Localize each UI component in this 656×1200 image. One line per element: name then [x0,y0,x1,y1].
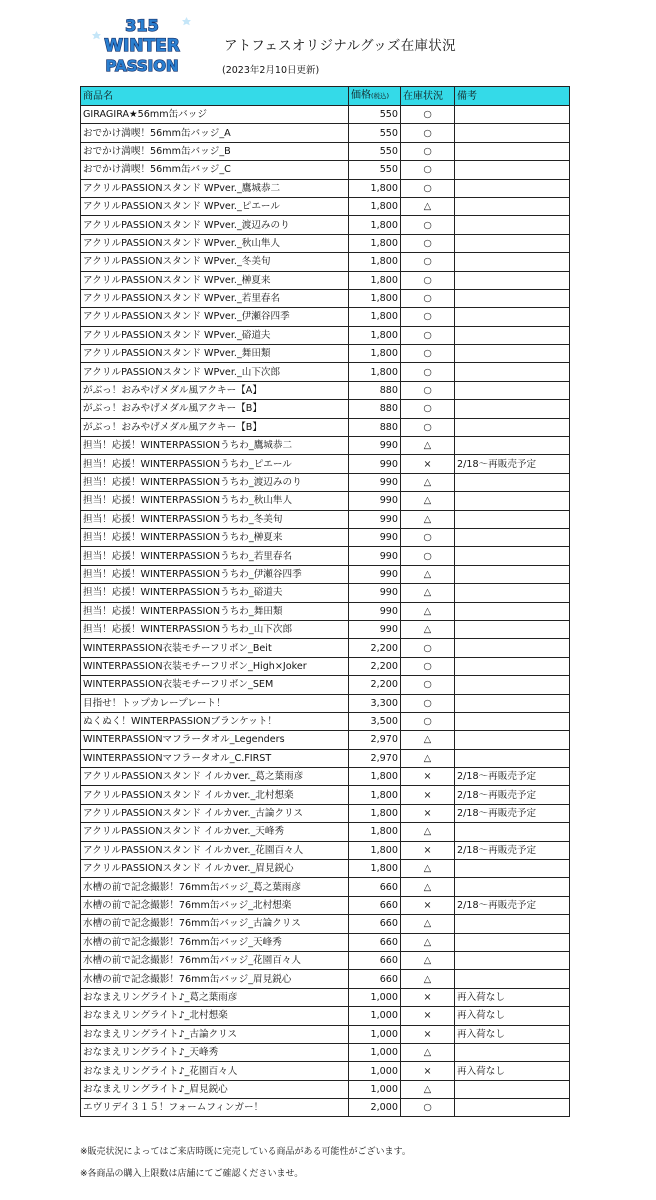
cell-note: 再入荷なし [455,988,570,1006]
cell-stock-status: × [401,988,455,1006]
cell-stock-status: ○ [401,694,455,712]
cell-product-name: アクリルPASSIONスタンド イルカver._葛之葉雨彦 [81,768,349,786]
cell-note [455,528,570,546]
cell-note [455,639,570,657]
cell-product-name: アクリルPASSIONスタンド イルカver._天峰秀 [81,823,349,841]
cell-note [455,492,570,510]
cell-stock-status: △ [401,602,455,620]
cell-price: 1,800 [349,234,401,252]
cell-price: 990 [349,510,401,528]
cell-stock-status: ○ [401,528,455,546]
cell-note [455,510,570,528]
table-row [81,970,570,988]
cell-price: 1,800 [349,841,401,859]
cell-note [455,602,570,620]
cell-price: 1,800 [349,804,401,822]
table-row [81,142,570,160]
table-row [81,326,570,344]
cell-product-name: おでかけ満喫！56mm缶バッジ_A [81,124,349,142]
cell-product-name: WINTERPASSIONマフラータオル_C.FIRST [81,749,349,767]
cell-price: 1,800 [349,345,401,363]
cell-price: 880 [349,381,401,399]
cell-stock-status: × [401,804,455,822]
table-row [81,455,570,473]
table-row [81,1080,570,1098]
footnote-purchase-limit: ※各商品の購入上限数は店舗にてご確認くださいませ。 [80,1169,304,1179]
cell-price: 990 [349,528,401,546]
cell-note: 2/18～再販売予定 [455,455,570,473]
table-row [81,1025,570,1043]
footnote-sellout: ※販売状況によってはご来店時既に完売している商品がある可能性がございます。 [80,1147,411,1157]
cell-product-name: アクリルPASSIONスタンド イルカver._花園百々人 [81,841,349,859]
cell-price: 880 [349,418,401,436]
cell-product-name: おなまえリングライト♪_古論クリス [81,1025,349,1043]
cell-note: 再入荷なし [455,1025,570,1043]
cell-stock-status: ○ [401,106,455,124]
cell-price: 1,000 [349,1043,401,1061]
cell-note [455,179,570,197]
cell-price: 990 [349,492,401,510]
table-row [81,1099,570,1117]
table-row [81,988,570,1006]
cell-price: 990 [349,455,401,473]
cell-note [455,234,570,252]
table-row [81,528,570,546]
cell-stock-status: × [401,1025,455,1043]
cell-note [455,197,570,215]
table-row [81,418,570,436]
cell-stock-status: ○ [401,142,455,160]
cell-note [455,1099,570,1117]
cell-price: 2,000 [349,1099,401,1117]
cell-note [455,676,570,694]
table-row [81,712,570,730]
cell-price: 1,800 [349,216,401,234]
table-row [81,345,570,363]
table-row [81,786,570,804]
cell-note [455,878,570,896]
cell-price: 1,000 [349,1080,401,1098]
cell-stock-status: △ [401,951,455,969]
cell-price: 3,300 [349,694,401,712]
logo-line-winter: WINTER [104,36,180,56]
cell-price: 1,000 [349,1025,401,1043]
cell-price: 990 [349,584,401,602]
table-row [81,915,570,933]
cell-note: 2/18～再販売予定 [455,841,570,859]
table-row [81,565,570,583]
cell-product-name: 水槽の前で記念撮影！76mm缶バッジ_眉見鋭心 [81,970,349,988]
table-row [81,933,570,951]
cell-note [455,1080,570,1098]
cell-product-name: 水槽の前で記念撮影！76mm缶バッジ_葛之葉雨彦 [81,878,349,896]
cell-stock-status: ○ [401,216,455,234]
cell-note [455,657,570,675]
cell-product-name: WINTERPASSIONマフラータオル_Legenders [81,731,349,749]
table-row [81,731,570,749]
cell-note [455,565,570,583]
cell-product-name: 担当！応援！WINTERPASSIONうちわ_伊瀬谷四季 [81,565,349,583]
stock-table [80,86,570,1117]
table-row [81,216,570,234]
cell-stock-status: ○ [401,161,455,179]
cell-stock-status: ○ [401,289,455,307]
cell-price: 1,800 [349,768,401,786]
cell-price: 1,800 [349,179,401,197]
table-row [81,308,570,326]
cell-product-name: 担当！応援！WINTERPASSIONうちわ_若里春名 [81,547,349,565]
column-header-price-label: 価格 [351,90,371,101]
table-row [81,951,570,969]
cell-stock-status: × [401,841,455,859]
cell-price: 990 [349,437,401,455]
cell-product-name: 担当！応援！WINTERPASSIONうちわ_秋山隼人 [81,492,349,510]
cell-product-name: 担当！応援！WINTERPASSIONうちわ_鷹城恭二 [81,437,349,455]
cell-note [455,161,570,179]
cell-stock-status: ○ [401,400,455,418]
cell-product-name: 担当！応援！WINTERPASSIONうちわ_硲道夫 [81,584,349,602]
cell-stock-status: △ [401,197,455,215]
cell-price: 1,800 [349,253,401,271]
cell-stock-status: △ [401,731,455,749]
cell-note: 再入荷なし [455,1007,570,1025]
cell-product-name: GIRAGIRA★56mm缶バッジ [81,106,349,124]
cell-price: 660 [349,878,401,896]
cell-stock-status: △ [401,492,455,510]
cell-note [455,731,570,749]
cell-stock-status: ○ [401,124,455,142]
cell-stock-status: △ [401,473,455,491]
cell-price: 1,000 [349,1062,401,1080]
table-row [81,639,570,657]
cell-note [455,1043,570,1061]
cell-note [455,473,570,491]
table-row [81,768,570,786]
cell-price: 550 [349,106,401,124]
cell-product-name: アクリルPASSIONスタンド WPver._榊夏来 [81,271,349,289]
cell-stock-status: △ [401,878,455,896]
cell-product-name: アクリルPASSIONスタンド WPver._若里春名 [81,289,349,307]
column-header-name: 商品名 [81,87,349,106]
cell-product-name: アクリルPASSIONスタンド WPver._鷹城恭二 [81,179,349,197]
cell-note [455,142,570,160]
table-row [81,179,570,197]
cell-product-name: 担当！応援！WINTERPASSIONうちわ_渡辺みのり [81,473,349,491]
cell-stock-status: △ [401,565,455,583]
cell-note [455,400,570,418]
cell-price: 1,800 [349,197,401,215]
table-row [81,694,570,712]
cell-product-name: おなまえリングライト♪_花園百々人 [81,1062,349,1080]
cell-price: 990 [349,547,401,565]
cell-product-name: 水槽の前で記念撮影！76mm缶バッジ_北村想楽 [81,896,349,914]
cell-product-name: アクリルPASSIONスタンド イルカver._北村想楽 [81,786,349,804]
cell-product-name: 水槽の前で記念撮影！76mm缶バッジ_古論クリス [81,915,349,933]
cell-stock-status: △ [401,1080,455,1098]
cell-product-name: アクリルPASSIONスタンド イルカver._眉見鋭心 [81,860,349,878]
cell-stock-status: △ [401,1043,455,1061]
cell-stock-status: △ [401,823,455,841]
cell-note [455,823,570,841]
cell-note [455,437,570,455]
cell-stock-status: ○ [401,712,455,730]
cell-stock-status: ○ [401,326,455,344]
cell-note [455,620,570,638]
cell-product-name: アクリルPASSIONスタンド WPver._秋山隼人 [81,234,349,252]
table-row [81,657,570,675]
column-header-stock: 在庫状況 [401,87,455,106]
cell-note [455,860,570,878]
cell-stock-status: ○ [401,234,455,252]
table-row [81,400,570,418]
cell-stock-status: ○ [401,308,455,326]
cell-price: 660 [349,951,401,969]
logo-line-passion: PASSION [105,57,179,75]
cell-product-name: アクリルPASSIONスタンド WPver._硲道夫 [81,326,349,344]
cell-note [455,363,570,381]
snowflake-right-icon [182,17,191,25]
cell-price: 1,800 [349,326,401,344]
cell-product-name: 担当！応援！WINTERPASSIONうちわ_ピエール [81,455,349,473]
cell-product-name: アクリルPASSIONスタンド WPver._舞田類 [81,345,349,363]
cell-note [455,253,570,271]
cell-product-name: アクリルPASSIONスタンド WPver._ピエール [81,197,349,215]
table-row [81,860,570,878]
cell-price: 990 [349,602,401,620]
page-title: アトフェスオリジナルグッズ在庫状況 [224,38,456,54]
cell-stock-status: ○ [401,657,455,675]
cell-stock-status: △ [401,970,455,988]
cell-product-name: おなまえリングライト♪_天峰秀 [81,1043,349,1061]
cell-product-name: WINTERPASSION衣装モチーフリボン_SEM [81,676,349,694]
cell-product-name: 水槽の前で記念撮影！76mm缶バッジ_天峰秀 [81,933,349,951]
cell-product-name: 担当！応援！WINTERPASSIONうちわ_榊夏来 [81,528,349,546]
table-row [81,841,570,859]
cell-product-name: がぶっ！おみやげメダル風アクキー【B】 [81,418,349,436]
table-row [81,161,570,179]
table-header-row [81,87,570,106]
cell-note: 2/18～再販売予定 [455,896,570,914]
cell-price: 990 [349,565,401,583]
cell-product-name: 水槽の前で記念撮影！76mm缶バッジ_花園百々人 [81,951,349,969]
column-header-price-tax: (税込) [371,92,390,100]
cell-note [455,381,570,399]
cell-note [455,584,570,602]
table-row [81,234,570,252]
cell-stock-status: ○ [401,418,455,436]
winter-passion-logo [86,14,198,76]
cell-product-name: おなまえリングライト♪_眉見鋭心 [81,1080,349,1098]
cell-stock-status: ○ [401,639,455,657]
table-row [81,1062,570,1080]
column-header-price [349,87,401,106]
cell-note [455,271,570,289]
cell-stock-status: ○ [401,676,455,694]
table-row [81,437,570,455]
cell-stock-status: ○ [401,547,455,565]
cell-product-name: エヴリデイ３１５！フォームフィンガー！ [81,1099,349,1117]
cell-stock-status: △ [401,510,455,528]
column-header-note: 備考 [455,87,570,106]
cell-product-name: アクリルPASSIONスタンド WPver._冬美旬 [81,253,349,271]
cell-note [455,712,570,730]
cell-price: 1,800 [349,289,401,307]
cell-stock-status: ○ [401,253,455,271]
cell-stock-status: △ [401,749,455,767]
cell-product-name: WINTERPASSION衣装モチーフリボン_High×Joker [81,657,349,675]
cell-stock-status: × [401,768,455,786]
cell-price: 1,800 [349,363,401,381]
cell-note [455,915,570,933]
cell-note [455,308,570,326]
cell-stock-status: ○ [401,345,455,363]
cell-stock-status: △ [401,860,455,878]
table-row [81,253,570,271]
cell-note [455,951,570,969]
cell-stock-status: × [401,1007,455,1025]
table-row [81,124,570,142]
table-row [81,620,570,638]
cell-price: 660 [349,970,401,988]
cell-note [455,345,570,363]
cell-product-name: がぶっ！おみやげメダル風アクキー【A】 [81,381,349,399]
cell-price: 660 [349,896,401,914]
table-row [81,1007,570,1025]
cell-product-name: アクリルPASSIONスタンド WPver._山下次郎 [81,363,349,381]
cell-price: 1,000 [349,988,401,1006]
cell-price: 550 [349,142,401,160]
cell-product-name: アクリルPASSIONスタンド WPver._伊瀬谷四季 [81,308,349,326]
cell-price: 2,970 [349,749,401,767]
cell-stock-status: △ [401,933,455,951]
cell-stock-status: ○ [401,179,455,197]
cell-stock-status: △ [401,584,455,602]
cell-product-name: アクリルPASSIONスタンド WPver._渡辺みのり [81,216,349,234]
table-row [81,197,570,215]
cell-product-name: ぬくぬく！WINTERPASSIONブランケット！ [81,712,349,730]
cell-stock-status: × [401,1062,455,1080]
table-row [81,602,570,620]
cell-product-name: 目指せ！トップカレープレート！ [81,694,349,712]
cell-note: 2/18～再販売予定 [455,786,570,804]
cell-product-name: がぶっ！おみやげメダル風アクキー【B】 [81,400,349,418]
cell-stock-status: △ [401,620,455,638]
cell-product-name: アクリルPASSIONスタンド イルカver._古論クリス [81,804,349,822]
table-row [81,510,570,528]
updated-date: (2023年2月10日更新) [222,65,320,76]
cell-price: 660 [349,933,401,951]
cell-note: 2/18～再販売予定 [455,804,570,822]
table-row [81,271,570,289]
cell-price: 1,800 [349,823,401,841]
cell-note [455,749,570,767]
cell-stock-status: ○ [401,271,455,289]
cell-price: 2,200 [349,639,401,657]
cell-product-name: WINTERPASSION衣装モチーフリボン_Beit [81,639,349,657]
cell-product-name: おなまえリングライト♪_北村想楽 [81,1007,349,1025]
table-row [81,878,570,896]
table-row [81,823,570,841]
table-row [81,473,570,491]
cell-price: 1,800 [349,786,401,804]
table-row [81,676,570,694]
cell-price: 1,800 [349,308,401,326]
table-row [81,1043,570,1061]
cell-note: 再入荷なし [455,1062,570,1080]
logo-line-315: 315 [125,16,159,35]
cell-price: 2,200 [349,676,401,694]
table-row [81,547,570,565]
cell-note [455,694,570,712]
cell-note [455,547,570,565]
cell-product-name: おでかけ満喫！56mm缶バッジ_B [81,142,349,160]
cell-note [455,124,570,142]
cell-price: 1,800 [349,271,401,289]
table-row [81,804,570,822]
cell-price: 550 [349,124,401,142]
cell-stock-status: × [401,896,455,914]
cell-price: 2,970 [349,731,401,749]
cell-price: 1,800 [349,860,401,878]
cell-product-name: 担当！応援！WINTERPASSIONうちわ_舞田類 [81,602,349,620]
cell-price: 990 [349,620,401,638]
cell-product-name: 担当！応援！WINTERPASSIONうちわ_山下次郎 [81,620,349,638]
table-row [81,289,570,307]
cell-product-name: 担当！応援！WINTERPASSIONうちわ_冬美旬 [81,510,349,528]
table-row [81,492,570,510]
cell-stock-status: △ [401,437,455,455]
cell-note [455,933,570,951]
table-row [81,381,570,399]
table-row [81,896,570,914]
cell-product-name: おでかけ満喫！56mm缶バッジ_C [81,161,349,179]
table-row [81,584,570,602]
cell-price: 660 [349,915,401,933]
snowflake-left-icon [92,31,101,39]
cell-stock-status: × [401,455,455,473]
cell-stock-status: ○ [401,381,455,399]
table-row [81,363,570,381]
cell-price: 990 [349,473,401,491]
cell-note [455,970,570,988]
cell-price: 3,500 [349,712,401,730]
table-row [81,749,570,767]
cell-price: 550 [349,161,401,179]
table-row [81,106,570,124]
cell-price: 1,000 [349,1007,401,1025]
cell-note [455,289,570,307]
cell-stock-status: ○ [401,1099,455,1117]
footnotes [80,1141,411,1185]
cell-note [455,106,570,124]
cell-note [455,216,570,234]
cell-price: 2,200 [349,657,401,675]
cell-price: 880 [349,400,401,418]
cell-stock-status: ○ [401,363,455,381]
cell-note: 2/18～再販売予定 [455,768,570,786]
cell-note [455,418,570,436]
cell-product-name: おなまえリングライト♪_葛之葉雨彦 [81,988,349,1006]
cell-note [455,326,570,344]
cell-stock-status: △ [401,915,455,933]
cell-stock-status: × [401,786,455,804]
